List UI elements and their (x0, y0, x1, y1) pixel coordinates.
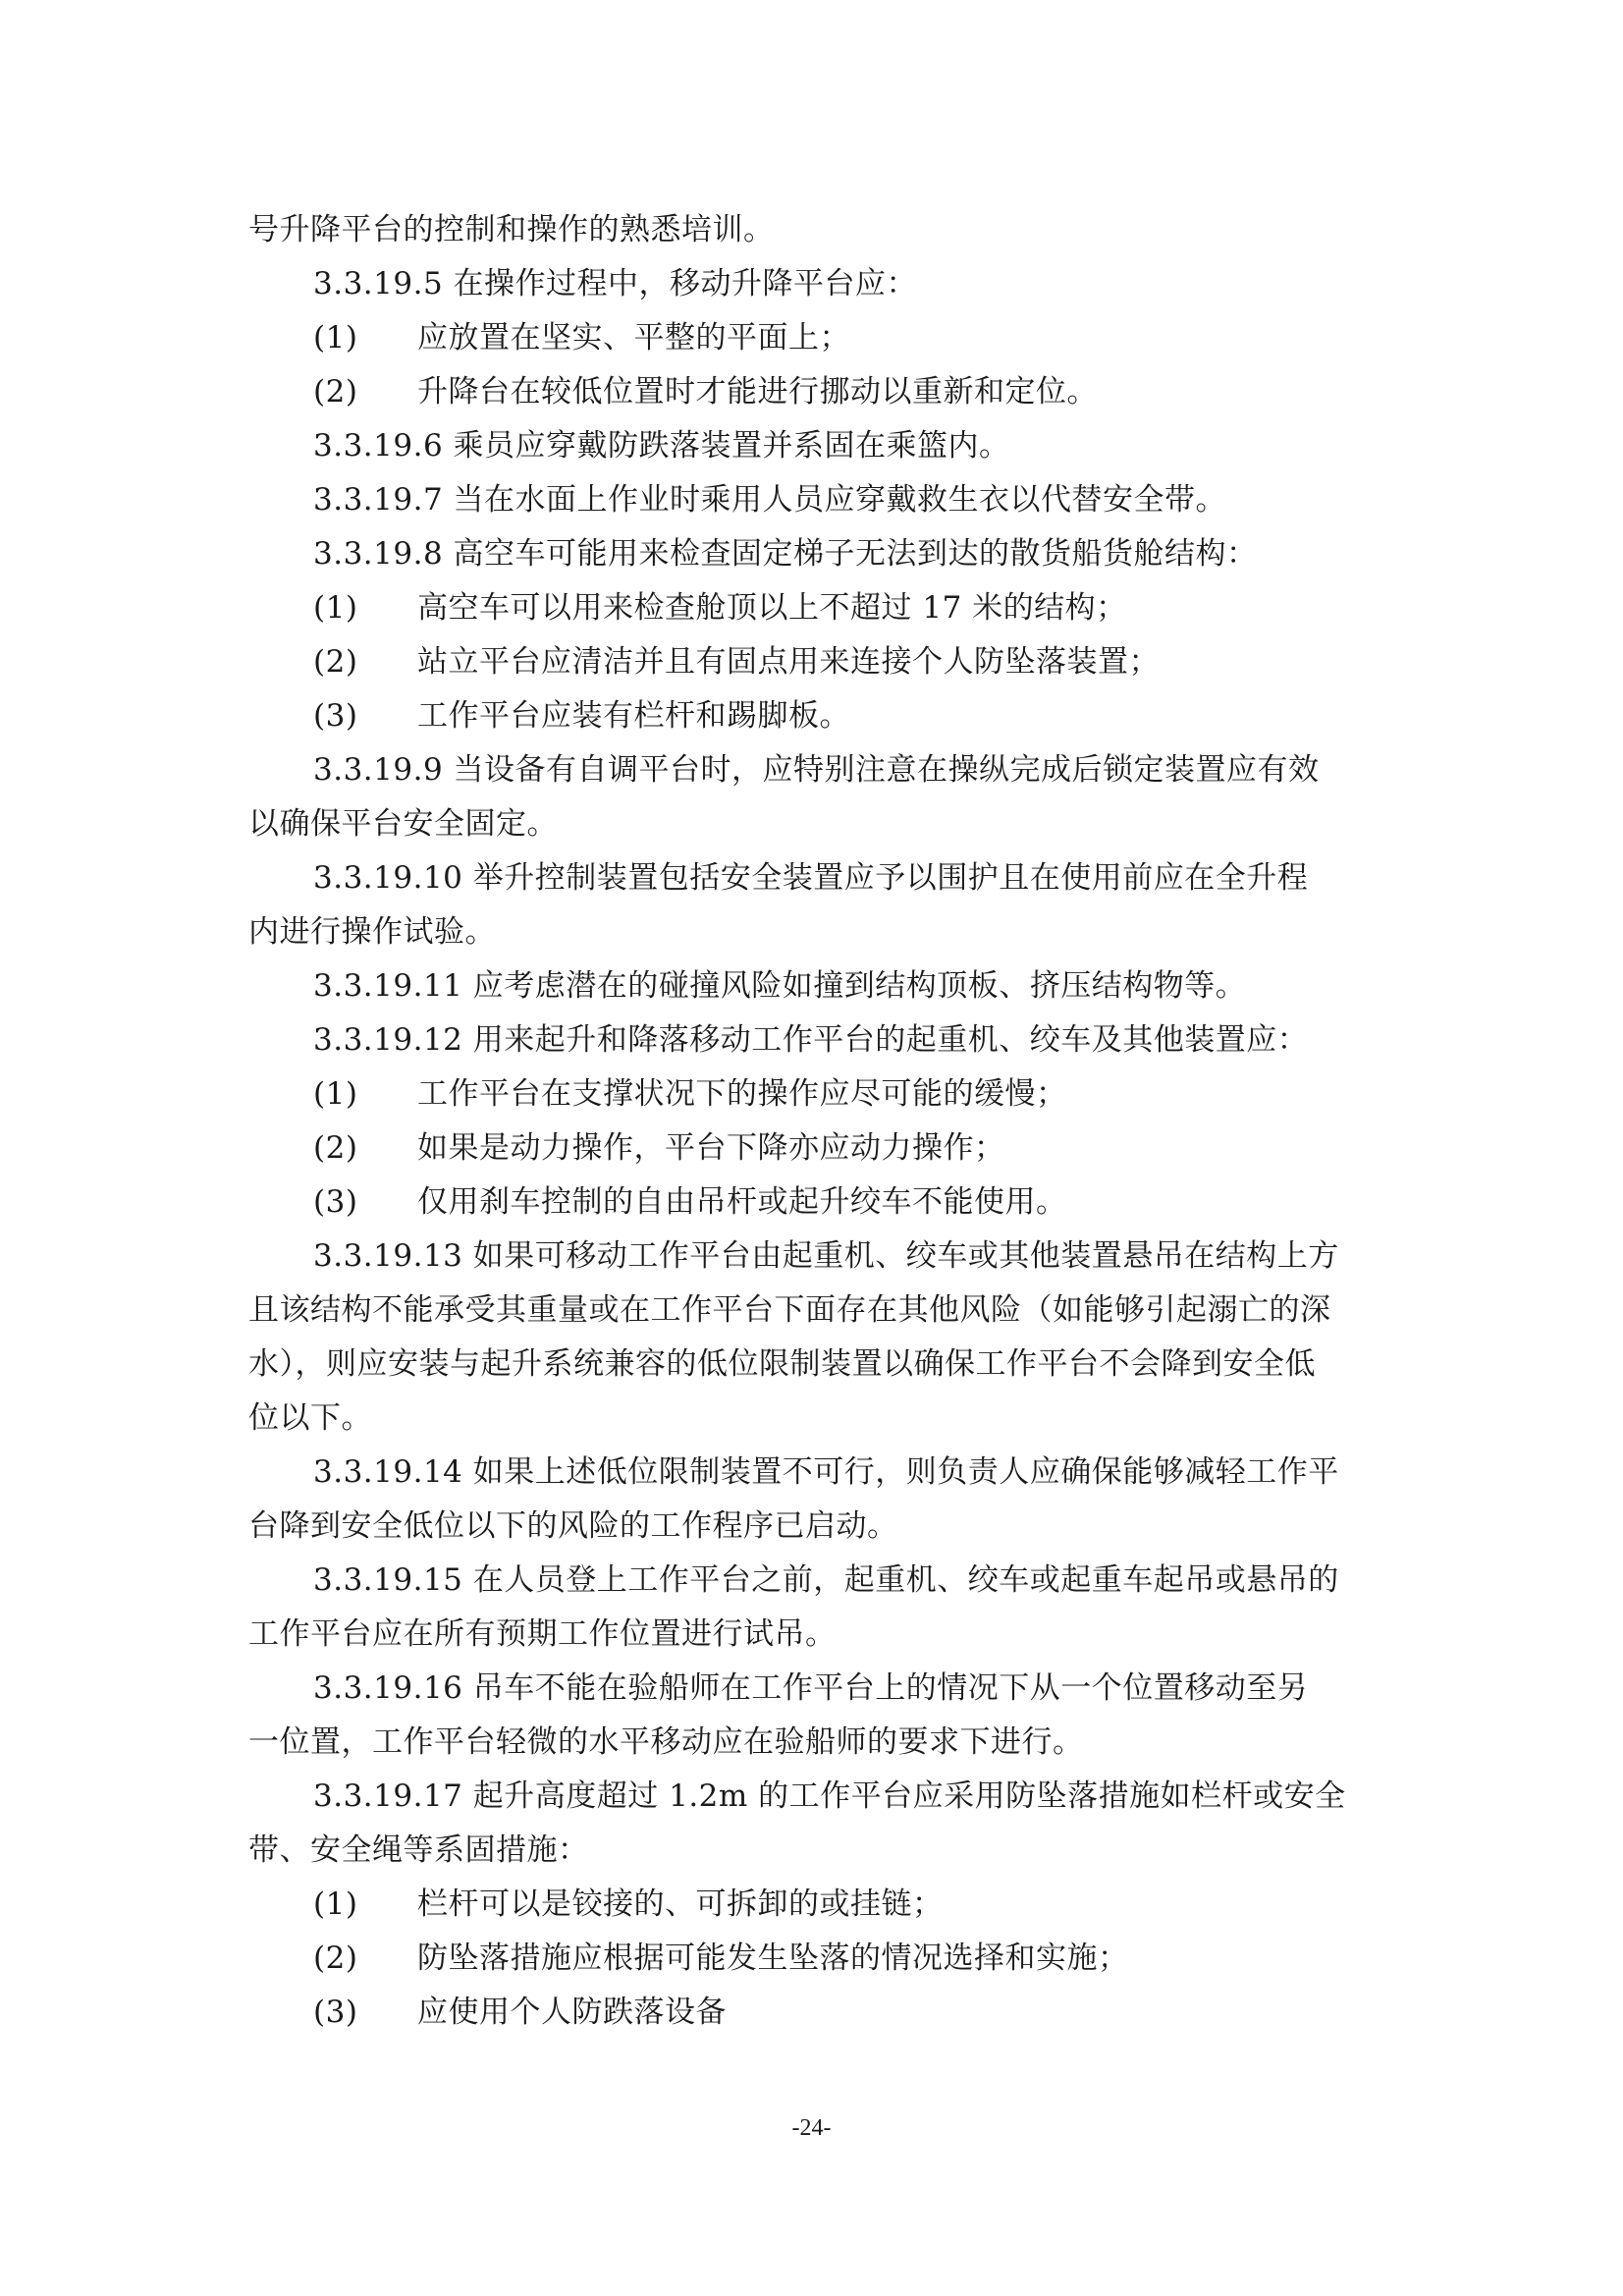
body-text (248, 203, 1387, 2040)
clause-heading: 3.3.19.16 吊车不能在验船师在工作平台上的情况下从一个位置移动至另 (313, 1670, 1309, 1706)
text-line: 水），则应安装与起升系统兼容的低位限制装置以确保工作平台不会降到安全低 (248, 1346, 1316, 1382)
clause-heading: 3.3.19.15 在人员登上工作平台之前，起重机、绞车或起重车起吊或悬吊的 (313, 1562, 1339, 1598)
clause-heading: 3.3.19.7 当在水面上作业时乘用人员应穿戴救生衣以代替安全带。 (313, 482, 1227, 518)
list-item-text: 应使用个人防跌落设备 (417, 1995, 727, 2030)
list-item (248, 1932, 1387, 1986)
text-line: 位以下。 (248, 1400, 372, 1436)
list-item-number: (1) (313, 320, 358, 355)
list-item-number: (2) (313, 1130, 358, 1166)
text-line: 内进行操作试验。 (248, 914, 496, 950)
clause-heading: 3.3.19.5 在操作过程中，移动升降平台应： (313, 266, 918, 301)
list-item-text: 站立平台应清洁并且有固点用来连接个人防坠落装置； (417, 644, 1160, 680)
list-item-number: (1) (313, 1076, 358, 1112)
text-line: 一位置，工作平台轻微的水平移动应在验船师的要求下进行。 (248, 1724, 1084, 1760)
list-item-text: 工作平台应装有栏杆和踢脚板。 (417, 698, 850, 734)
clause-heading: 3.3.19.14 如果上述低位限制装置不可行，则负责人应确保能够减轻工作平 (313, 1454, 1339, 1490)
list-item-text: 工作平台在支撑状况下的操作应尽可能的缓慢； (417, 1076, 1067, 1112)
text-line: 且该结构不能承受其重量或在工作平台下面存在其他风险（如能够引起溺亡的深 (248, 1292, 1331, 1328)
list-item (248, 1175, 1387, 1230)
list-item (248, 1878, 1387, 1932)
list-item-text: 应放置在坚实、平整的平面上； (417, 320, 850, 355)
list-item (248, 1121, 1387, 1175)
text-line: 带、安全绳等系固措施： (248, 1832, 589, 1868)
list-item-number: (2) (313, 374, 358, 410)
text-line: 号升降平台的控制和操作的熟悉培训。 (248, 212, 775, 247)
clause-heading: 3.3.19.17 起升高度超过 1.2m 的工作平台应采用防坠落措施如栏杆或安全 (313, 1778, 1346, 1814)
clause-heading: 3.3.19.6 乘员应穿戴防跌落装置并系固在乘篮内。 (313, 428, 1010, 464)
list-item-text: 如果是动力操作，平台下降亦应动力操作； (417, 1130, 1005, 1166)
list-item (248, 635, 1387, 689)
clause-heading: 3.3.19.12 用来起升和降落移动工作平台的起重机、绞车及其他装置应： (313, 1022, 1309, 1058)
list-item (248, 311, 1387, 365)
clause-heading: 3.3.19.8 高空车可能用来检查固定梯子无法到达的散货船货舱结构： (313, 536, 1258, 572)
list-item-text: 栏杆可以是铰接的、可拆卸的或挂链； (417, 1886, 944, 1922)
list-item (248, 365, 1387, 419)
list-item-text: 高空车可以用来检查舱顶以上不超过 17 米的结构； (417, 590, 1127, 626)
list-item (248, 1986, 1387, 2040)
list-item-text: 防坠落措施应根据可能发生坠落的情况选择和实施； (417, 1941, 1129, 1976)
list-item-number: (2) (313, 644, 358, 680)
clause-heading: 3.3.19.11 应考虑潜在的碰撞风险如撞到结构顶板、挤压结构物等。 (313, 968, 1247, 1004)
text-line: 工作平台应在所有预期工作位置进行试吊。 (248, 1616, 837, 1652)
page-number: -24- (791, 2115, 832, 2141)
text-line: 台降到安全低位以下的风险的工作程序已启动。 (248, 1508, 898, 1544)
list-item (248, 581, 1387, 635)
list-item-number: (3) (313, 698, 358, 734)
clause-heading: 3.3.19.9 当设备有自调平台时，应特别注意在操纵完成后锁定装置应有效 (313, 752, 1320, 788)
list-item-text: 升降台在较低位置时才能进行挪动以重新和定位。 (417, 374, 1098, 410)
list-item-number: (2) (313, 1941, 358, 1976)
clause-heading: 3.3.19.10 举升控制装置包括安全装置应予以围护且在使用前应在全升程 (313, 860, 1309, 896)
list-item-text: 仅用刹车控制的自由吊杆或起升绞车不能使用。 (417, 1184, 1067, 1220)
list-item-number: (1) (313, 590, 358, 626)
list-item-number: (1) (313, 1886, 358, 1922)
list-item-number: (3) (313, 1184, 358, 1220)
text-line: 以确保平台安全固定。 (248, 806, 558, 842)
list-item (248, 1067, 1387, 1121)
list-item-number: (3) (313, 1995, 358, 2030)
list-item (248, 689, 1387, 743)
clause-heading: 3.3.19.13 如果可移动工作平台由起重机、绞车或其他装置悬吊在结构上方 (313, 1238, 1339, 1274)
